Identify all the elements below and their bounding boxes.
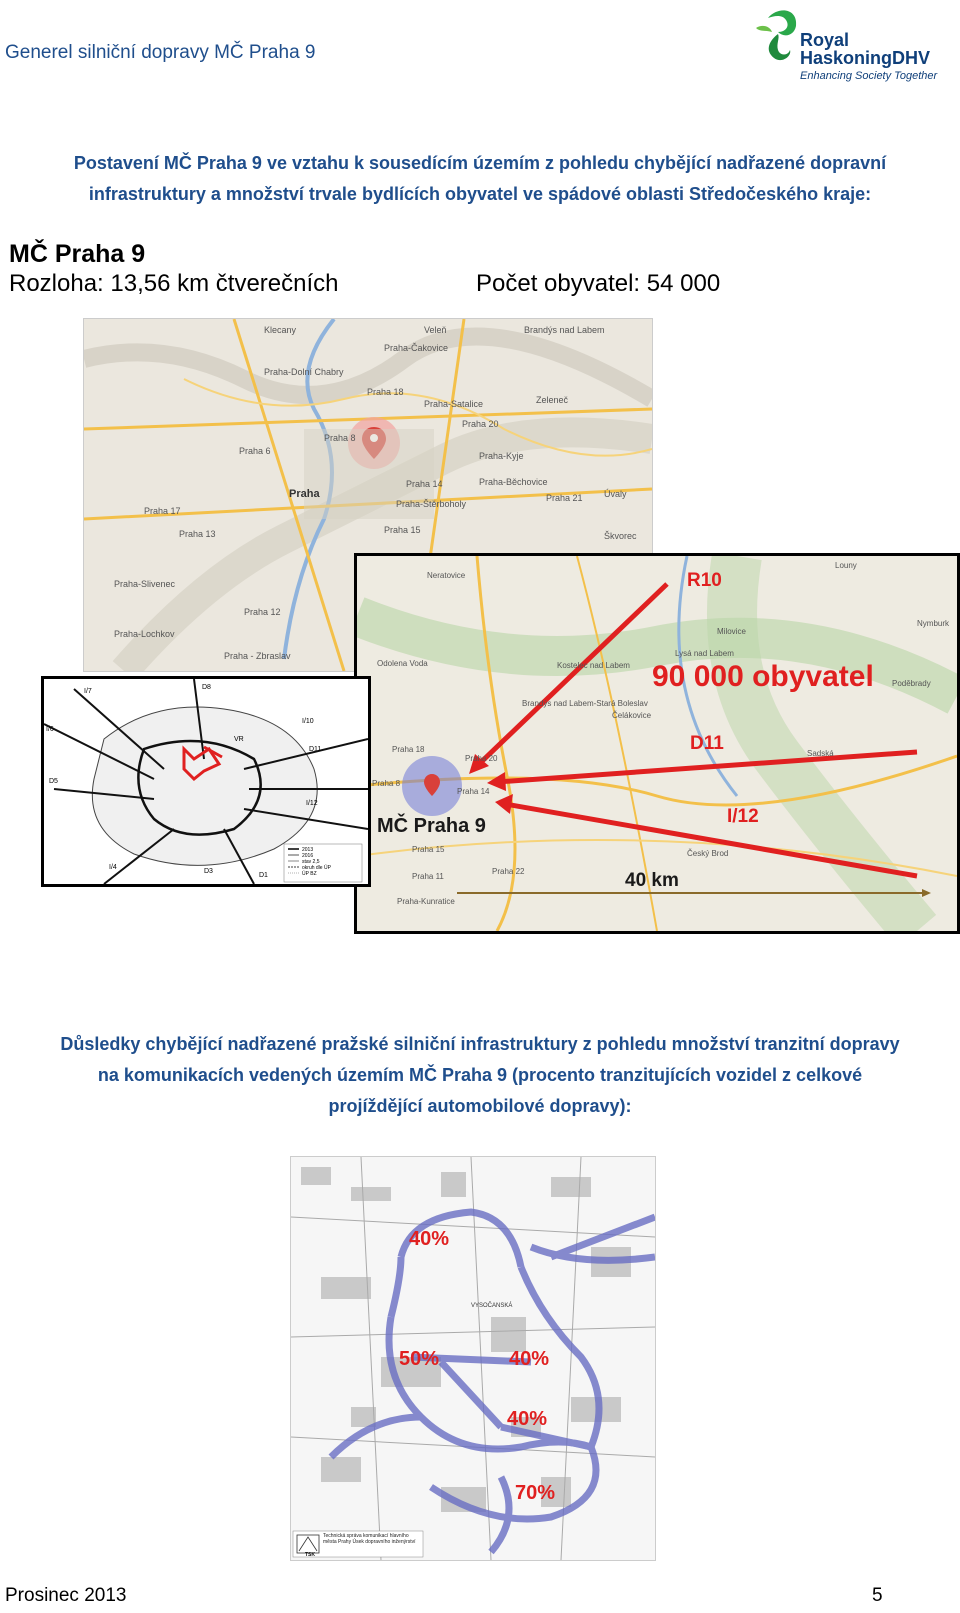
map-label-slivenec: Praha-Slivenec [114,579,176,589]
section2-heading-line1: Důsledky chybějící nadřazené pražské silniční infrastruktury z pohledu množství tranzitní dopravy [60,1034,900,1054]
road-label-r10: R10 [687,570,722,591]
map-label: I/7 [84,688,92,695]
road-label-d11: D11 [690,733,724,754]
transit-label-40-south: 40% [507,1408,548,1430]
section1-heading-line2: infrastruktury a množství trvale bydlících obyvatel ve spádové oblasti Středočeského kraje: [88,184,872,204]
map-label: Neratovice [427,571,466,580]
map-label-praha13: Praha 13 [179,529,216,539]
section2-heading-line2: na komunikacích vedených územím MČ Praha 9 (procento tranzitujících vozidel z celkové [97,1065,863,1085]
inset-legend [284,844,362,882]
section1-heading-line1: Postavení MČ Praha 9 ve vztahu k sousedícím územím z pohledu chybějící nadřazené dopravní [73,153,887,173]
map-label: Praha 8 [372,779,401,788]
map-label-skvorec: Škvorec [604,531,637,541]
district-population: Počet obyvatel: 54 000 [476,270,721,297]
population-label: 90 000 obyvatel [652,660,874,693]
map-label: Kostelec nad Labem [557,661,630,670]
map-label-praha15: Praha 15 [384,525,421,535]
map-label-satalice: Praha-Satalice [424,399,484,409]
map-label: Praha 14 [457,787,490,796]
transit-map [290,1156,656,1561]
map-label: Poděbrady [892,679,931,688]
map-label-dolni-chabry: Praha-Dolní Chabry [264,367,344,377]
map-label: Český Brod [687,849,729,858]
inset-drawing [44,679,368,884]
map-label: D11 [309,746,322,753]
map-label: Sadská [807,749,834,758]
map-label: Milovice [717,627,746,636]
map-label: Čelákovice [612,711,652,720]
map-label: okruh dle ÚP [302,865,331,871]
map-label: TSK [305,1552,315,1558]
map-label-praha6: Praha 6 [239,446,271,456]
map-label-brandys: Brandýs nad Labem [524,325,605,335]
logo-haskoning-text: HaskoningDHV [800,48,931,68]
distance-label: 40 km [625,870,679,891]
map-label: I/6 [46,726,54,733]
logo-swirl-icon [756,10,796,60]
map-label: I/12 [306,800,318,807]
region-map [354,553,960,934]
region-map-drawing [357,556,957,931]
map-label: Praha-Kunratice [397,897,455,906]
map-label-zelenec: Zeleneč [536,395,569,405]
map-label: Praha 20 [465,754,498,763]
map-label-praha17: Praha 17 [144,506,181,516]
footer-date: Prosinec 2013 [5,1585,127,1606]
tsk-credit [293,1531,423,1558]
map-label-praha21: Praha 21 [546,493,583,503]
district-area: Rozloha: 13,56 km čtverečních [9,270,339,297]
map-label: VR [234,736,244,743]
section2-heading-line3: projíždějící automobilové dopravy): [328,1096,632,1116]
document-header-title: Generel silniční dopravy MČ Praha 9 [5,42,316,63]
map-label: Brandýs nad Labem-Stará Boleslav [522,699,648,708]
map-label-uvaly: Úvaly [604,489,627,499]
map-label: D1 [259,872,268,879]
map-label: Praha 11 [412,872,444,881]
map-label: I/4 [109,864,117,871]
transit-map-drawing [291,1157,655,1560]
map-label: 2013 [302,847,314,853]
map-label-praha8: Praha 8 [324,433,356,443]
tsk-credit-text: Technická správa komunikací hlavního města Prahy Úsek dopravního inženýrství [323,1533,416,1545]
map-label-praha18: Praha 18 [367,387,404,397]
map-label-kyje: Praha-Kyje [479,451,524,461]
map-label: Praha 22 [492,867,525,876]
map-label-praha12: Praha 12 [244,607,281,617]
section2-heading [0,1029,960,1122]
map-label: Lysá nad Labem [675,649,734,658]
page-number: 5 [872,1585,883,1606]
map-label: Odolena Voda [377,659,428,668]
transit-label-40-east: 40% [509,1348,550,1370]
map-label: Praha 18 [392,745,425,754]
logo-royal-text: Royal [800,30,850,50]
logo-tagline: Enhancing Society Together [800,70,938,82]
map-label-praha: Praha [289,488,320,500]
map-label: Praha 15 [412,845,445,854]
road-network-inset [41,676,371,887]
map-label: Louny [835,561,857,570]
road-label-i12: I/12 [727,806,759,827]
map-label: ÚP BZ [302,871,317,877]
transit-label-50: 50% [399,1348,440,1370]
map-label: D8 [202,684,211,691]
map-label-praha20: Praha 20 [462,419,499,429]
map-label-cakovice: Praha-Čakovice [384,343,449,353]
map-label-bechovice: Praha-Běchovice [479,477,548,487]
map-label-praha14-static: Praha 14 [406,479,443,489]
map-label: D5 [49,778,58,785]
transit-label-70: 70% [515,1482,556,1504]
map-label: stav 2,5 [302,859,320,865]
section1-heading [0,148,960,210]
map-label-velen: Veleň [424,325,447,335]
map-label-lochkov: Praha-Lochkov [114,629,175,639]
transit-district-label: VYSOČANSKÁ [471,1303,513,1309]
map-label: D3 [204,868,213,875]
map-label-zbraslav: Praha - Zbraslav [224,651,291,661]
district-title: MČ Praha 9 [9,240,146,268]
map-label: Nymburk [917,619,950,628]
map-label-sterboholy: Praha-Štěrboholy [396,499,467,509]
map-label: I/10 [302,718,314,725]
transit-label-40-north: 40% [409,1228,450,1250]
map-label-klecany: Klecany [264,325,297,335]
region-center-label: MČ Praha 9 [377,815,486,837]
map-label: 2016 [302,853,314,859]
